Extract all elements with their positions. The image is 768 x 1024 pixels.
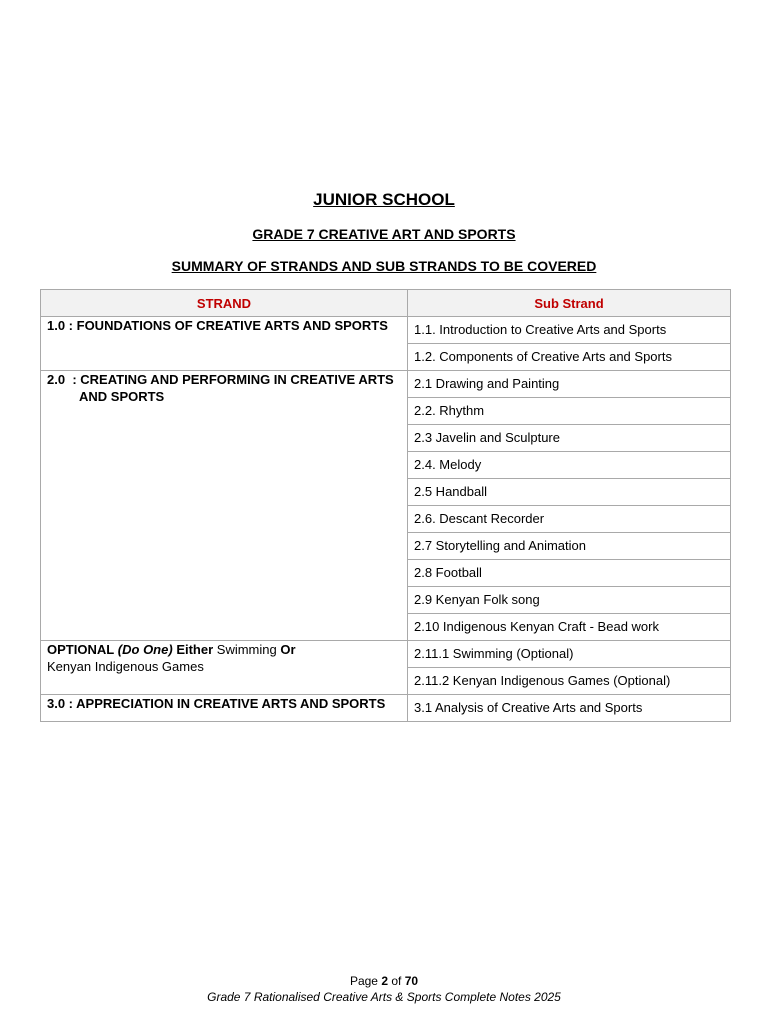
strands-table xyxy=(40,289,731,722)
optional-do-one: (Do One) xyxy=(117,642,173,657)
strand-cell-1 xyxy=(41,317,408,371)
sub-strand-cell: 2.2. Rhythm xyxy=(408,398,731,425)
sub-strand-cell: 1.1. Introduction to Creative Arts and Sports xyxy=(408,317,731,344)
strand-cell-3 xyxy=(41,695,408,722)
strand-title-line2: AND SPORTS xyxy=(79,389,165,404)
sub-strand-cell: 2.3 Javelin and Sculpture xyxy=(408,425,731,452)
strand-number: 2.0 xyxy=(47,372,66,387)
strand-label: 3.0 : APPRECIATION IN CREATIVE ARTS AND SPORTS xyxy=(47,696,386,711)
sub-strand-cell: 2.10 Indigenous Kenyan Craft - Bead work xyxy=(408,614,731,641)
column-header-strand: STRAND xyxy=(41,290,408,317)
summary-heading: SUMMARY OF STRANDS AND SUB STRANDS TO BE COVERED xyxy=(171,258,597,274)
table-row xyxy=(41,695,731,722)
sub-strand-cell: 2.11.2 Kenyan Indigenous Games (Optional) xyxy=(408,668,731,695)
sub-strand-cell: 2.5 Handball xyxy=(408,479,731,506)
strand-cell-2 xyxy=(41,371,408,641)
table-header-row xyxy=(41,290,731,317)
optional-either: Either xyxy=(176,642,214,657)
sub-strand-cell: 2.1 Drawing and Painting xyxy=(408,371,731,398)
sub-strand-cell: 2.6. Descant Recorder xyxy=(408,506,731,533)
sub-strand-cell: 2.11.1 Swimming (Optional) xyxy=(408,641,731,668)
strand-label xyxy=(47,371,401,388)
grade-heading: GRADE 7 CREATIVE ART AND SPORTS xyxy=(252,226,516,242)
page-number xyxy=(0,974,768,988)
sub-strand-cell: 3.1 Analysis of Creative Arts and Sports xyxy=(408,695,731,722)
page-title: JUNIOR SCHOOL xyxy=(313,190,455,209)
optional-swimming: Swimming xyxy=(216,642,277,657)
sub-strand-cell: 2.8 Football xyxy=(408,560,731,587)
strand-label: 1.0 : FOUNDATIONS OF CREATIVE ARTS AND SPORTS xyxy=(47,318,388,333)
strand-cell-optional xyxy=(41,641,408,695)
optional-or: Or xyxy=(280,642,296,657)
page-word: Page xyxy=(349,974,378,988)
sub-strand-cell: 2.7 Storytelling and Animation xyxy=(408,533,731,560)
table-row xyxy=(41,317,731,344)
sub-strand-cell: 2.4. Melody xyxy=(408,452,731,479)
page-current: 2 xyxy=(381,974,388,988)
optional-games: Kenyan Indigenous Games xyxy=(47,659,204,674)
sub-strand-cell: 2.9 Kenyan Folk song xyxy=(408,587,731,614)
optional-line1 xyxy=(47,641,401,658)
page-total: 70 xyxy=(404,974,419,988)
optional-label: OPTIONAL xyxy=(47,642,115,657)
page-of: of xyxy=(391,974,402,988)
document-footer-title: Grade 7 Rationalised Creative Arts & Sports Complete Notes 2025 xyxy=(207,990,561,1004)
column-header-sub-strand: Sub Strand xyxy=(408,290,731,317)
sub-strand-cell: 1.2. Components of Creative Arts and Sports xyxy=(408,344,731,371)
table-row xyxy=(41,371,731,398)
strand-title-line1: : CREATING AND PERFORMING IN CREATIVE ARTS xyxy=(72,372,394,387)
table-row xyxy=(41,641,731,668)
